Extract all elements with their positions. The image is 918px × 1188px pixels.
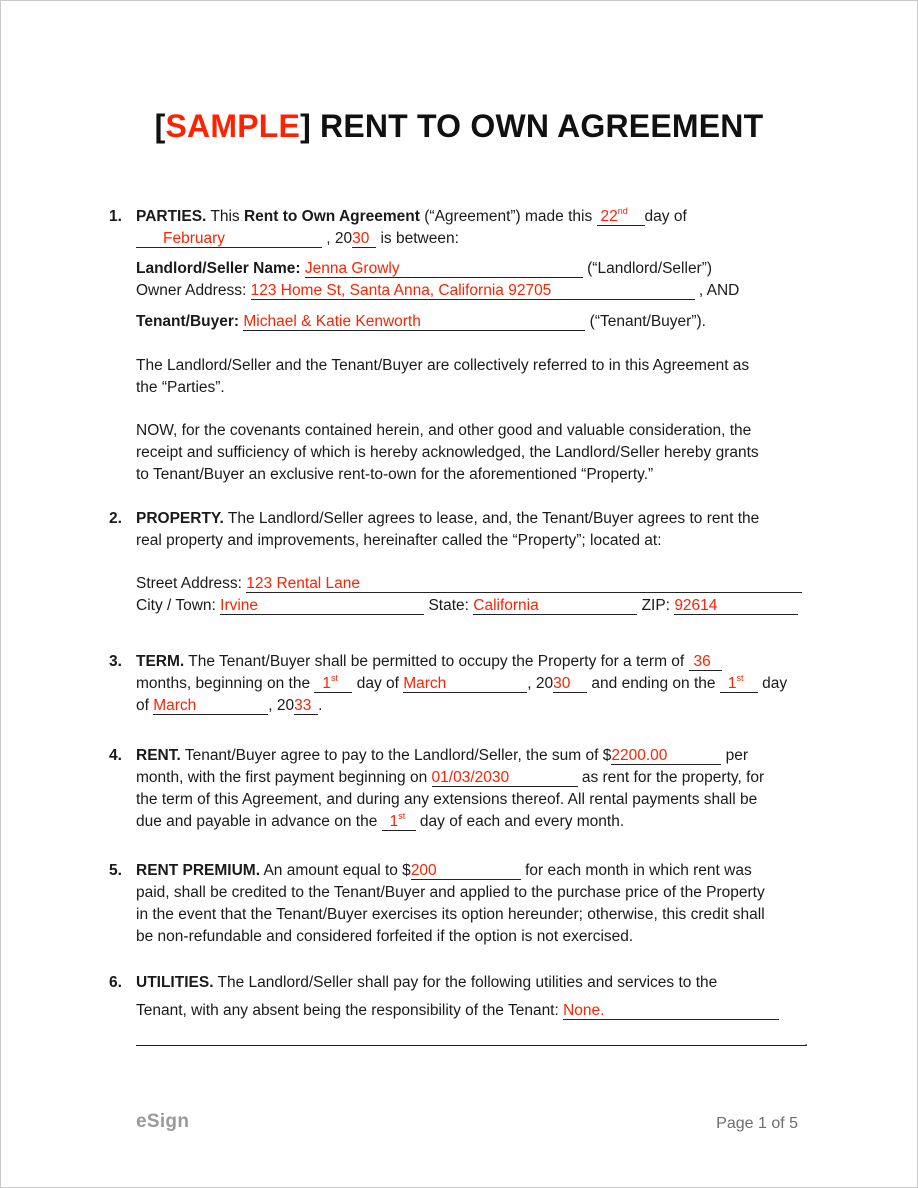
paragraph-line: The Landlord/Seller and the Tenant/Buyer are collectively referred to in this Agreement as [136, 357, 750, 374]
term-months-field[interactable] [689, 653, 722, 671]
text: day [757, 675, 788, 692]
line [136, 595, 798, 617]
line [136, 695, 322, 717]
line [136, 972, 717, 994]
field-value: 01/03/2030 [431, 769, 510, 786]
agreement-month-field[interactable] [136, 230, 322, 248]
text: due and payable in advance on the [136, 813, 382, 830]
text: The Landlord/Seller agrees to lease, and, the Tenant/Buyer agrees to rent the [223, 510, 760, 527]
field-value: 2200.00 [611, 747, 668, 764]
text: (“Landlord/Seller”) [582, 260, 713, 277]
street-address-field[interactable] [246, 575, 802, 593]
street-label: Street Address: [136, 575, 247, 592]
section-number: 4. [109, 747, 122, 764]
field-value: February [163, 230, 226, 247]
end-year-field[interactable] [294, 697, 318, 715]
end-month-field[interactable] [153, 697, 268, 715]
text: An amount equal to $ [260, 862, 411, 879]
city-label: City / Town: [136, 597, 221, 614]
text: day of [644, 208, 687, 225]
line [136, 206, 687, 228]
section-heading: UTILITIES. [136, 974, 214, 991]
city-field[interactable] [220, 597, 424, 615]
line [136, 311, 706, 333]
paragraph-line: be non-refundable and considered forfeited if the option is not exercised. [136, 928, 634, 945]
utilities-field[interactable] [563, 1002, 779, 1020]
line [136, 573, 802, 595]
text: Tenant/Buyer agree to pay to the Landlord/Seller, the sum of $ [180, 747, 612, 764]
line [136, 280, 739, 302]
title-sample: SAMPLE [165, 108, 301, 144]
text: , AND [694, 282, 740, 299]
line [136, 673, 787, 695]
line [136, 258, 712, 280]
section-heading: PARTIES. [136, 208, 207, 225]
field-value: 200 [410, 862, 437, 879]
field-value: 123 Home St, Santa Anna, California 92705 [250, 282, 552, 299]
section-number: 6. [109, 974, 122, 991]
text: for each month in which rent was [520, 862, 752, 879]
tenant-name-field[interactable] [243, 313, 585, 331]
text: Tenant, with any absent being the responsibility of the Tenant: [136, 1002, 564, 1019]
text: . [318, 697, 323, 714]
paragraph-line: to Tenant/Buyer an exclusive rent-to-own for the aforementioned “Property.” [136, 466, 654, 483]
paragraph-line: receipt and sufficiency of which is hereby acknowledged, the Landlord/Seller hereby grants [136, 444, 759, 461]
field-value: 36 [693, 653, 711, 670]
due-day-field[interactable] [382, 810, 416, 831]
section-heading: PROPERTY. [136, 510, 224, 527]
start-year-field[interactable] [553, 675, 587, 693]
field-value: March [403, 675, 447, 692]
text: , 20 [268, 697, 295, 714]
field-value: 1 [322, 675, 332, 692]
field-value: 123 Rental Lane [246, 575, 361, 592]
field-value: None. [563, 1002, 605, 1019]
agreement-day-field[interactable] [597, 205, 645, 226]
end-day-field[interactable] [720, 672, 758, 693]
start-month-field[interactable] [403, 675, 527, 693]
utilities-blank-line[interactable] [136, 1045, 806, 1046]
field-value: 33 [294, 697, 312, 714]
page-title [1, 108, 917, 145]
field-value: 30 [352, 230, 370, 247]
field-value: Michael & Katie Kenworth [243, 313, 421, 330]
field-sup: st [398, 810, 406, 821]
agreement-year-field[interactable] [352, 230, 376, 248]
field-value: California [473, 597, 539, 614]
text: of [136, 697, 154, 714]
first-payment-field[interactable] [432, 769, 578, 787]
rent-amount-field[interactable] [611, 747, 721, 765]
field-value: 92614 [674, 597, 718, 614]
owner-address-label: Owner Address: [136, 282, 251, 299]
text: months, beginning on the [136, 675, 315, 692]
state-label: State: [424, 597, 474, 614]
field-value: Irvine [220, 597, 259, 614]
line [136, 767, 764, 789]
field-value: 30 [553, 675, 571, 692]
start-day-field[interactable] [314, 672, 352, 693]
text: , 20 [527, 675, 554, 692]
rent-premium-field[interactable] [411, 862, 521, 880]
owner-address-field[interactable] [251, 282, 695, 300]
section-number: 2. [109, 510, 122, 527]
line [136, 745, 748, 767]
line [136, 228, 459, 250]
paragraph-line: real property and improvements, hereinafter called the “Property”; located at: [136, 532, 662, 549]
text: The Tenant/Buyer shall be permitted to occupy the Property for a term of [184, 653, 689, 670]
zip-field[interactable] [674, 597, 798, 615]
paragraph-line: paid, shall be credited to the Tenant/Buyer and applied to the purchase price of the Property [136, 884, 765, 901]
section-number: 5. [109, 862, 122, 879]
text: day of each and every month. [415, 813, 625, 830]
field-sup: st [736, 672, 744, 683]
text: and ending on the [587, 675, 720, 692]
field-value: March [153, 697, 197, 714]
line [136, 651, 722, 673]
section-heading: RENT. [136, 747, 181, 764]
text: (“Tenant/Buyer”). [585, 313, 706, 330]
line [136, 1000, 779, 1022]
line [136, 860, 752, 882]
title-text: ] RENT TO OWN AGREEMENT [300, 108, 764, 144]
tenant-label: Tenant/Buyer: [136, 313, 240, 330]
text: is between: [376, 230, 459, 247]
text: (“Agreement”) made this [419, 208, 597, 225]
section-heading: TERM. [136, 653, 185, 670]
landlord-label: Landlord/Seller Name: [136, 260, 301, 277]
line [136, 508, 759, 530]
text: The Landlord/Seller shall pay for the following utilities and services to the [213, 974, 718, 991]
section-heading: RENT PREMIUM. [136, 862, 260, 879]
paragraph-line: NOW, for the covenants contained herein, and other good and valuable consideration, the [136, 422, 752, 439]
title-bracket: [ [154, 108, 166, 144]
esign-logo: eSign [136, 1111, 190, 1132]
paragraph-line: the term of this Agreement, and during any extensions thereof. All rental payments shall be [136, 791, 758, 808]
text: , 20 [322, 230, 353, 247]
landlord-name-field[interactable] [305, 260, 583, 278]
text: per [721, 747, 749, 764]
section-number: 3. [109, 653, 122, 670]
state-field[interactable] [473, 597, 637, 615]
text: This [206, 208, 244, 225]
text: as rent for the property, for [577, 769, 765, 786]
section-number: 1. [109, 208, 122, 225]
paragraph-line: in the event that the Tenant/Buyer exercises its option hereunder; otherwise, this credit shall [136, 906, 765, 923]
field-sup: nd [617, 205, 628, 216]
page-number: Page 1 of 5 [716, 1115, 798, 1132]
line [136, 811, 624, 833]
zip-label: ZIP: [637, 597, 675, 614]
text: month, with the first payment beginning on [136, 769, 432, 786]
bold-text: Rent to Own Agreement [243, 208, 420, 225]
line-end-period: . [804, 1033, 809, 1050]
paragraph-line: the “Parties”. [136, 379, 225, 396]
field-value: Jenna Growly [304, 260, 400, 277]
field-value: 1 [727, 675, 737, 692]
field-sup: st [331, 672, 339, 683]
field-value: 22 [600, 208, 618, 225]
text: day of [352, 675, 404, 692]
field-value: 1 [389, 813, 399, 830]
